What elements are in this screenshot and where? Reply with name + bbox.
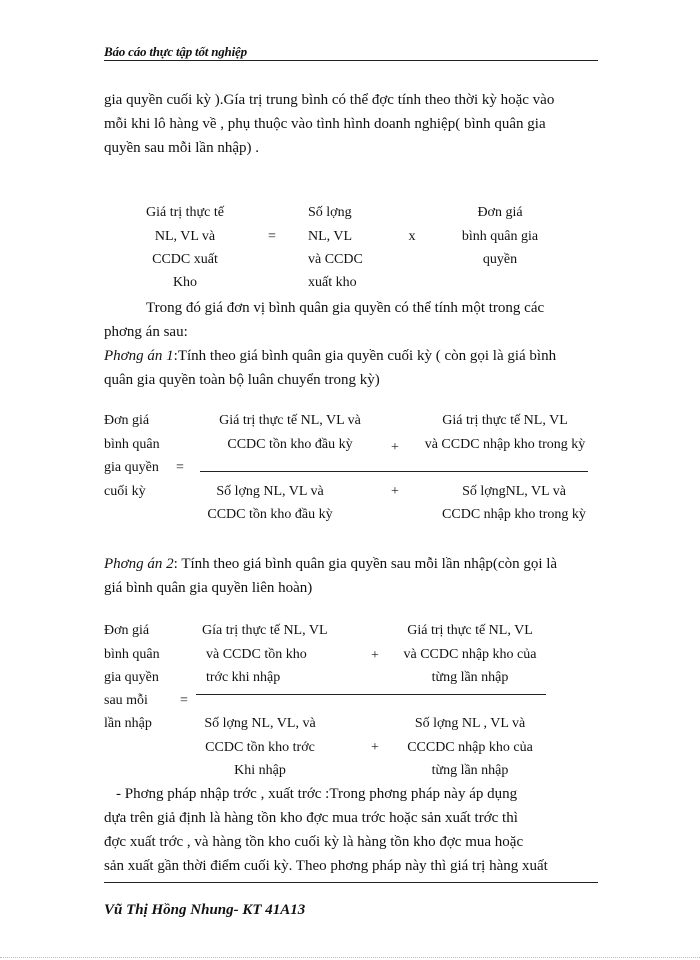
f3-num1-2: và CCDC tồn kho [206, 647, 307, 662]
f1-equals: = [268, 229, 276, 244]
f2-left-1: Đơn giá [104, 413, 150, 428]
option2-label: Phơng án 2 [104, 556, 174, 572]
option2-line-1 [104, 552, 557, 576]
header-rule [104, 60, 598, 61]
para3-line-3: đợc xuất trớc , và hàng tồn kho cuối kỳ là hàng tồn kho đợc mua hoặc [104, 834, 524, 850]
f3-left-4: sau mỗi [104, 693, 148, 708]
intro-line-3: quyền sau mỗi lần nhập) . [104, 140, 259, 156]
f1-times: x [408, 229, 416, 244]
f3-equals: = [180, 693, 188, 708]
f3-den1-2: CCDC tồn kho trớc [205, 740, 315, 755]
f3-left-2: bình quân [104, 647, 160, 662]
f3-fraction-bar [196, 694, 546, 695]
f2-num2-2: và CCDC nhập kho trong kỳ [424, 437, 586, 452]
f1-right-2: bình quân gia [461, 229, 539, 244]
footer-rule [104, 882, 598, 883]
footer-author: Vũ Thị Hồng Nhung- KT 41A13 [104, 902, 306, 918]
f2-den1-2: CCDC tồn kho đầu kỳ [207, 507, 333, 522]
option2-text: : Tính theo giá bình quân gia quyền sau mỗi lần nhập(còn gọi là [173, 556, 558, 572]
f2-left-4: cuối kỳ [104, 484, 146, 499]
option1-line-2: quân gia quyền toàn bộ luân chuyển trong kỳ) [104, 372, 380, 388]
option1-text: :Tính theo giá bình quân gia quyền cuối kỳ ( còn gọi là giá bình [173, 348, 557, 364]
f3-num2-2: và CCDC nhập kho của [403, 647, 537, 662]
f2-num1-2: CCDC tồn kho đầu kỳ [227, 437, 353, 452]
f3-num2-1: Giá trị thực tế NL, VL [407, 623, 533, 638]
f3-num1-1: Gía trị thực tế NL, VL [202, 623, 328, 638]
f3-num1-3: trớc khi nhập [206, 670, 281, 685]
para3-line-1: - Phơng pháp nhập trớc , xuất trớc :Trong phơng pháp này áp dụng [116, 786, 518, 802]
intro-line-2: mỗi khi lô hàng về , phụ thuộc vào tình hình doanh nghiệp( bình quân gia [104, 116, 546, 132]
f2-left-2: bình quân [104, 437, 160, 452]
f3-num2-3: từng lần nhập [431, 670, 509, 685]
f1-left-4: Kho [172, 275, 198, 290]
para2-line-1: Trong đó giá đơn vị bình quân gia quyền có thể tính một trong các [146, 300, 545, 316]
f3-plus-top: + [371, 648, 379, 663]
page-bottom-edge [0, 957, 700, 958]
f1-right-3: quyền [482, 252, 518, 267]
f1-mid-1: Số lợng [308, 205, 352, 220]
option1-line-1 [104, 344, 556, 368]
f2-num2-1: Giá trị thực tế NL, VL [442, 413, 568, 428]
f2-den1-1: Số lợng NL, VL và [216, 484, 324, 499]
f3-plus-bottom: + [371, 740, 379, 755]
f2-plus-bottom: + [391, 484, 399, 499]
f3-left-5: lần nhập [104, 716, 152, 731]
f1-left-1: Giá trị thực tế [146, 205, 224, 220]
page-header: Báo cáo thực tập tốt nghiệp [104, 44, 247, 59]
f3-left-3: gia quyền [104, 670, 159, 685]
f1-mid-3: và CCDC [308, 252, 363, 267]
f2-left-3: gia quyền [104, 460, 159, 475]
f2-fraction-bar [200, 471, 588, 472]
f3-left-1: Đơn giá [104, 623, 150, 638]
f3-den2-2: CCCDC nhập kho của [407, 740, 533, 755]
f2-num1-1: Giá trị thực tế NL, VL và [219, 413, 361, 428]
option1-label: Phơng án 1 [104, 348, 174, 364]
f3-den2-1: Số lợng NL , VL và [414, 716, 526, 731]
f2-plus-top: + [391, 440, 399, 455]
f3-den1-3: Khi nhập [234, 763, 286, 778]
intro-line-1: gia quyền cuối kỳ ).Gía trị trung bình có thể đợc tính theo thời kỳ hoặc vào [104, 92, 555, 108]
f3-den2-3: từng lần nhập [431, 763, 509, 778]
option2-line-2: giá bình quân gia quyền liên hoàn) [104, 580, 313, 596]
para3-line-2: dựa trên giả định là hàng tồn kho đợc mua trớc hoặc sản xuất trớc thì [104, 810, 518, 826]
f1-left-3: CCDC xuất [152, 252, 218, 267]
para2-line-2: phơng án sau: [104, 324, 188, 340]
f1-right-1: Đơn giá [477, 205, 523, 220]
f3-den1-1: Số lợng NL, VL, và [204, 716, 316, 731]
f1-left-2: NL, VL và [154, 229, 216, 244]
f2-den2-2: CCDC nhập kho trong kỳ [442, 507, 586, 522]
f2-den2-1: Số lợngNL, VL và [462, 484, 566, 499]
f1-mid-4: xuất kho [308, 275, 357, 290]
para3-line-4: sản xuất gần thời điểm cuối kỳ. Theo phơng pháp này thì giá trị hàng xuất [104, 858, 548, 874]
f1-mid-2: NL, VL [308, 229, 353, 244]
f2-equals: = [176, 460, 184, 475]
